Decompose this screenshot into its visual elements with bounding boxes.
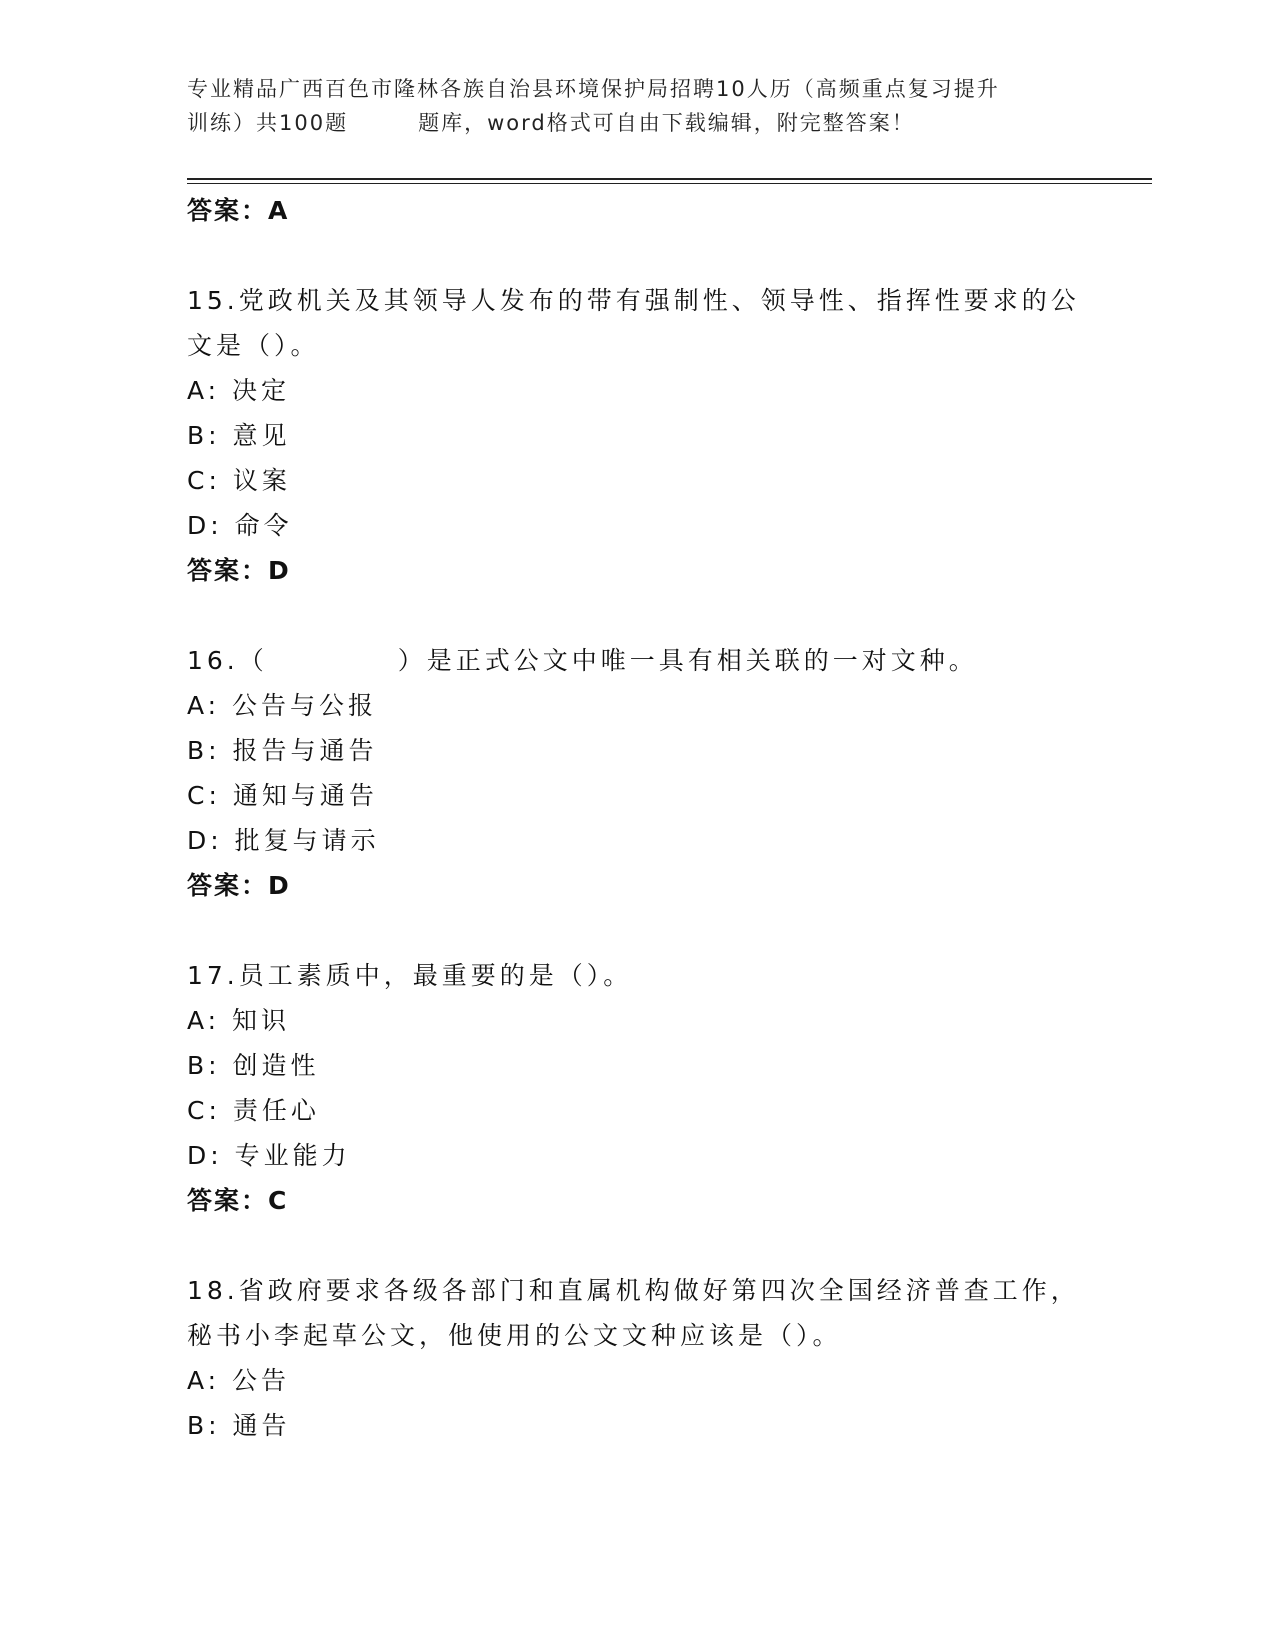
header-rule-thin (187, 183, 1152, 184)
question-text: 17.员工素质中，最重要的是（）。 (187, 961, 633, 990)
question-text (187, 638, 1087, 683)
option-b: B: 报告与通告 (187, 736, 378, 765)
option-a: A: 决定 (187, 376, 291, 405)
option-b: B: 意见 (187, 421, 291, 450)
answer: 答案：D (187, 871, 291, 900)
question-list (187, 188, 1087, 1448)
option-c: C: 责任心 (187, 1096, 320, 1125)
question-text-cont: 文是（）。 (187, 331, 320, 360)
header-line-1: 专业精品广西百色市隆林各族自治县环境保护局招聘10人历（高频重点复习提升 (187, 77, 1000, 101)
option-a: A: 知识 (187, 1006, 291, 1035)
header-count: 训练）共100题 (187, 111, 349, 135)
answer: 答案：C (187, 1186, 289, 1215)
question-18 (187, 1268, 1087, 1448)
question-15 (187, 278, 1087, 593)
question-text: 18.省政府要求各级各部门和直属机构做好第四次全国经济普查工作， (187, 1276, 1080, 1305)
option-b: B: 创造性 (187, 1051, 320, 1080)
page-header (187, 72, 1087, 140)
option-d: D: 命令 (187, 511, 293, 540)
question-17 (187, 953, 1087, 1223)
option-a: A: 公告 (187, 1366, 291, 1395)
option-c: C: 通知与通告 (187, 781, 378, 810)
question-text: 15.党政机关及其领导人发布的带有强制性、领导性、指挥性要求的公 (187, 286, 1080, 315)
option-d: D: 批复与请示 (187, 826, 380, 855)
option-a: A: 公告与公报 (187, 691, 378, 720)
option-c: C: 议案 (187, 466, 291, 495)
header-rule-thick (187, 178, 1152, 180)
header-line-2 (187, 106, 1087, 140)
question-16 (187, 638, 1087, 908)
option-b: B: 通告 (187, 1411, 291, 1440)
answer: 答案：D (187, 556, 291, 585)
question-prefix: 16.（ (187, 646, 268, 675)
question-text-cont: 秘书小李起草公文，他使用的公文文种应该是（）。 (187, 1321, 842, 1350)
previous-answer: 答案：A (187, 196, 290, 225)
question-suffix: ）是正式公文中唯一具有相关联的一对文种。 (397, 646, 978, 675)
option-d: D: 专业能力 (187, 1141, 351, 1170)
header-description: 题库，word格式可自由下载编辑，附完整答案！ (418, 111, 915, 135)
